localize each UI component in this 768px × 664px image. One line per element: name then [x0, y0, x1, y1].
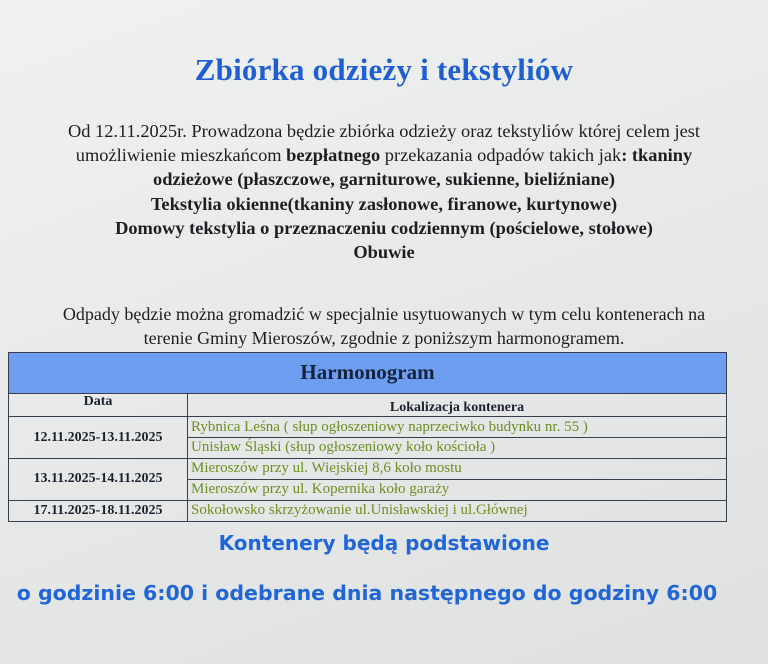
row-location: Unisław Śląski (słup ogłoszeniowy koło kościoła ) — [188, 438, 727, 459]
table-row — [9, 417, 727, 438]
intro-line-2d: : tkaniny — [621, 145, 693, 166]
row-location: Rybnica Leśna ( słup ogłoszeniowy naprzeciwko budynku nr. 55 ) — [188, 417, 727, 438]
row-location: Sokołowsko skrzyżowanie ul.Unisławskiej i ul.Głównej — [188, 500, 727, 521]
footer-line-1: Kontenery będą podstawione — [218, 531, 550, 555]
row-location: Mieroszów przy ul. Kopernika koło garaży — [188, 479, 727, 500]
intro-line-6: Obuwie — [353, 242, 415, 263]
notice-line-2: terenie Gminy Mieroszów, zgodnie z poniższym harmonogramem. — [143, 328, 625, 348]
schedule-title: Harmonogram — [9, 353, 727, 394]
intro-line-5: Domowy tekstylia o przeznaczeniu codziennym (pościelowe, stołowe) — [115, 217, 653, 238]
notice-text — [0, 302, 768, 350]
row-date: 12.11.2025-13.11.2025 — [9, 417, 188, 459]
intro-line-3: odzieżowe (płaszczowe, garniturowe, sukienne, bieliźniane) — [153, 169, 615, 190]
intro-line-1: Od 12.11.2025r. Prowadzona będzie zbiórka odzieży oraz tekstyliów której celem jest — [67, 121, 701, 141]
row-location: Mieroszów przy ul. Wiejskiej 8,6 koło mostu — [188, 458, 727, 479]
intro-text — [8, 119, 760, 264]
table-row — [9, 458, 727, 479]
intro-line-4: Tekstylia okienne(tkaniny zasłonowe, firanowe, kurtynowe) — [150, 193, 618, 214]
notice-line-1: Odpady będzie można gromadzić w specjalnie usytuowanych w tym celu kontenerach na — [62, 304, 706, 324]
row-date: 17.11.2025-18.11.2025 — [9, 500, 188, 521]
table-row — [9, 500, 727, 521]
intro-line-2a: umożliwienie mieszkańcom — [75, 145, 287, 166]
intro-free-word: bezpłatnego — [286, 145, 381, 166]
row-date: 13.11.2025-14.11.2025 — [9, 458, 188, 500]
footer-line-2: o godzinie 6:00 i odebrane dnia następnego do godziny 6:00 — [16, 581, 718, 605]
column-header-date: Data — [9, 393, 188, 416]
page-title: Zbiórka odzieży i tekstyliów — [194, 52, 574, 87]
intro-line-2c: przekazania odpadów takich jak — [380, 145, 622, 166]
schedule-table — [8, 352, 727, 522]
intro-line-2 — [8, 143, 760, 167]
column-header-location: Lokalizacja kontenera — [188, 393, 727, 416]
